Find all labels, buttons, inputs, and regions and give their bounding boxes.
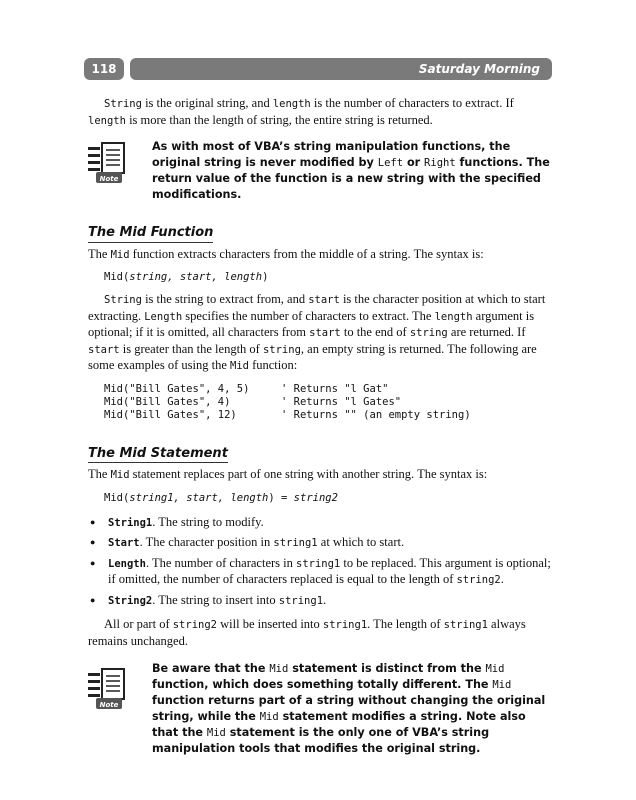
note-icon-label: Note xyxy=(99,175,119,183)
mid-function-syntax: Mid(string, start, length) xyxy=(104,271,269,283)
page-content xyxy=(88,96,552,757)
note-box-1: Note As with most of VBA’s string manipulation functions, the original string is never modified by Left or Right functions. The return value of the function is a new string with the specified modifications. xyxy=(88,139,552,203)
mid-function-description: String is the string to extract from, and start is the character position at which to start extracting. Length specifies the number of characters to extract. The length argument is optional; if it is omitted, all characters from start to the end of string are returned. If start is greater than the length of string, an empty string is returned. The following are some examples of using the Mid function: xyxy=(88,292,546,372)
note-icon xyxy=(88,667,136,711)
mid-statement-heading: The Mid Statement xyxy=(88,446,228,464)
mid-function-heading: The Mid Function xyxy=(88,225,213,243)
list-item: ● Length. The number of characters in string1 to be replaced. This argument is optional; if omitted, the number of characters replaced is equal to the length of string2. xyxy=(88,556,552,589)
section-title: Saturday Morning xyxy=(130,58,552,80)
mid-function-intro: The Mid function extracts characters from the middle of a string. The syntax is: xyxy=(88,246,484,261)
code-line: Mid("Bill Gates", 4, 5) ' Returns "l Gat" xyxy=(104,382,389,395)
note-icon-label: Note xyxy=(99,701,119,709)
code-line: Mid("Bill Gates", 12) ' Returns "" (an empty string) xyxy=(104,408,471,421)
mid-statement-summary: All or part of string2 will be inserted into string1. The length of string1 always remains unchanged. xyxy=(88,617,526,648)
page-number: 118 xyxy=(84,58,124,80)
list-item: ● String2. The string to insert into string1. xyxy=(88,593,552,610)
code-line: Mid("Bill Gates", 4) ' Returns "l Gates" xyxy=(104,395,402,408)
list-item: ● String1. The string to modify. xyxy=(88,515,552,532)
intro-paragraph: String is the original string, and length is the number of characters to extract. If length is more than the length of string, the entire string is returned. xyxy=(88,96,514,127)
mid-statement-syntax: Mid(string1, start, length) = string2 xyxy=(104,491,338,504)
note-box-2: Note Be aware that the Mid statement is distinct from the Mid function, which does something totally different. The Mid function returns part of a string without changing the original string, while the Mid statement modifies a string. Note also that the Mid statement is the only one of VBA’s string manipulation tools that modifies the original string. xyxy=(88,661,552,757)
list-item: ● Start. The character position in string1 at which to start. xyxy=(88,535,552,552)
mid-statement-intro: The Mid statement replaces part of one string with another string. The syntax is: xyxy=(88,467,488,481)
page-header xyxy=(84,58,552,80)
mid-function-section xyxy=(88,225,552,422)
mid-function-examples xyxy=(104,383,552,422)
mid-statement-section xyxy=(88,446,552,650)
argument-list xyxy=(88,515,552,610)
note-icon xyxy=(88,141,136,185)
